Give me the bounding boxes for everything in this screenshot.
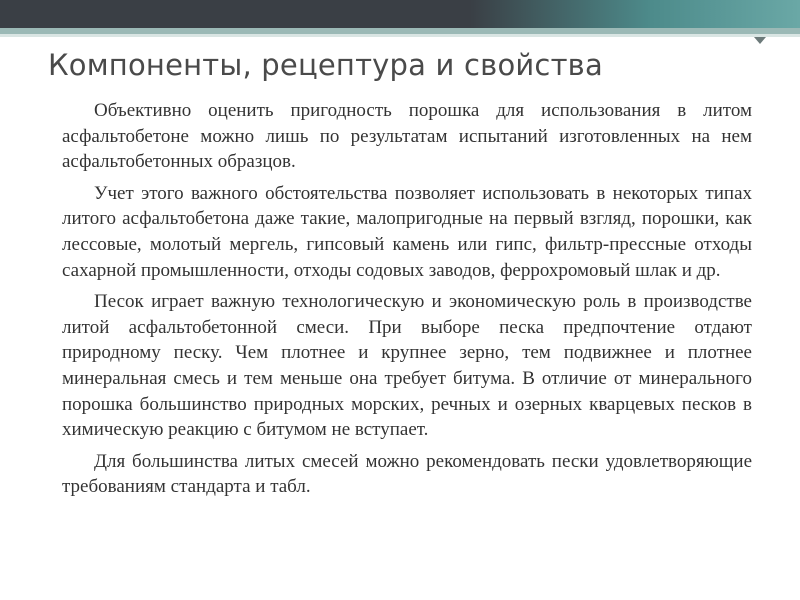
paragraph-4: Для большинства литых смесей можно рекомендовать пески удовлетворяющие требованиям стандарта и табл.	[62, 450, 752, 498]
header-accent-gradient	[470, 0, 800, 28]
header-stripe-light	[0, 34, 800, 37]
paragraph-2: Учет этого важного обстоятельства позволяет использовать в некоторых типах литого асфальтобетона даже такие, малопригодные на первый взгляд, порошки, как лессовые, молотый мергель, гипсовый камень или гипс, фильтр-прессные отходы сахарной промышленности, отходы содовых заводов, феррохромовый шлак и др.	[62, 182, 752, 281]
paragraph-1: Объективно оценить пригодность порошка для использования в литом асфальтобетоне можно лишь по результатам испытаний изготовленных на нем асфальтобетонных образцов.	[62, 100, 752, 173]
header-band	[0, 0, 800, 28]
slide-body	[62, 98, 752, 506]
slide-title: Компоненты, рецептура и свойства	[48, 48, 603, 82]
triangle-marker-icon	[754, 37, 766, 44]
paragraph-3: Песок играет важную технологическую и экономическую роль в производстве литой асфальтобетонной смеси. При выборе песка предпочтение отдают природному песку. Чем плотнее и крупнее зерно, тем подвижнее и плотнее минеральная смесь и тем меньше она требует битума. В отличие от минерального порошка большинство природных морских, речных и озерных кварцевых песков в химическую реакцию с битумом не вступает.	[62, 291, 752, 441]
